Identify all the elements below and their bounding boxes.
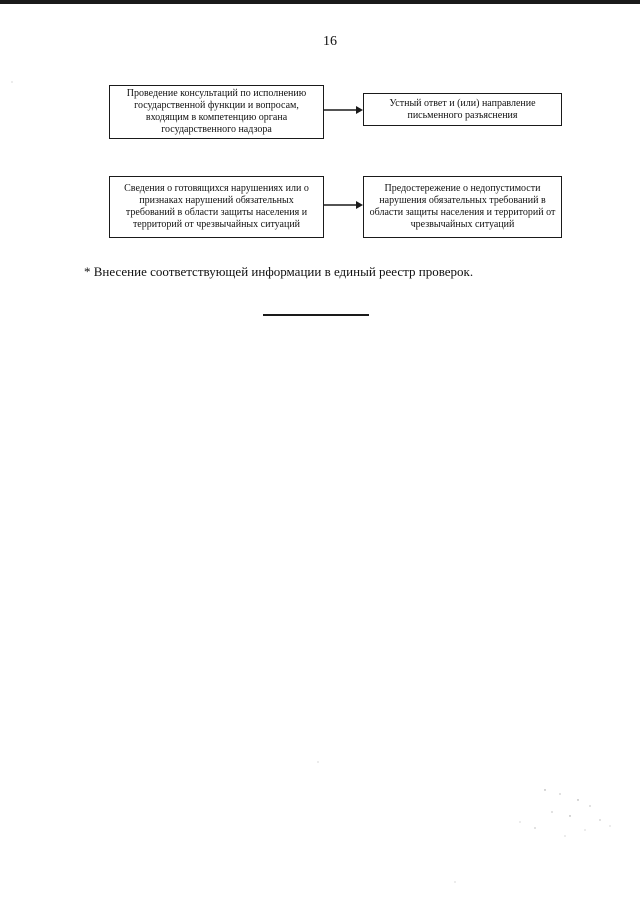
page-number: 16 (323, 34, 337, 49)
violation-info-box-text: Сведения о готовящихся нарушениях или о признаках нарушений обязательных требований в области защиты населения и территорий от чрезвычайных ситуаций (124, 183, 309, 230)
consultation-box-text: Проведение консультаций по исполнению государственной функции и вопросам, входящим в компетенцию органа государственного надзора (126, 88, 307, 135)
answer-box-text: Устный ответ и (или) направление письменного разъяснения (389, 97, 536, 121)
footnote: * Внесение соответствующей информации в единый реестр проверок. (84, 264, 474, 279)
warning-box-text: Предостережение о недопустимости нарушения обязательных требований в области защиты населения и территорий от чрезвычайных ситуаций (369, 183, 556, 230)
